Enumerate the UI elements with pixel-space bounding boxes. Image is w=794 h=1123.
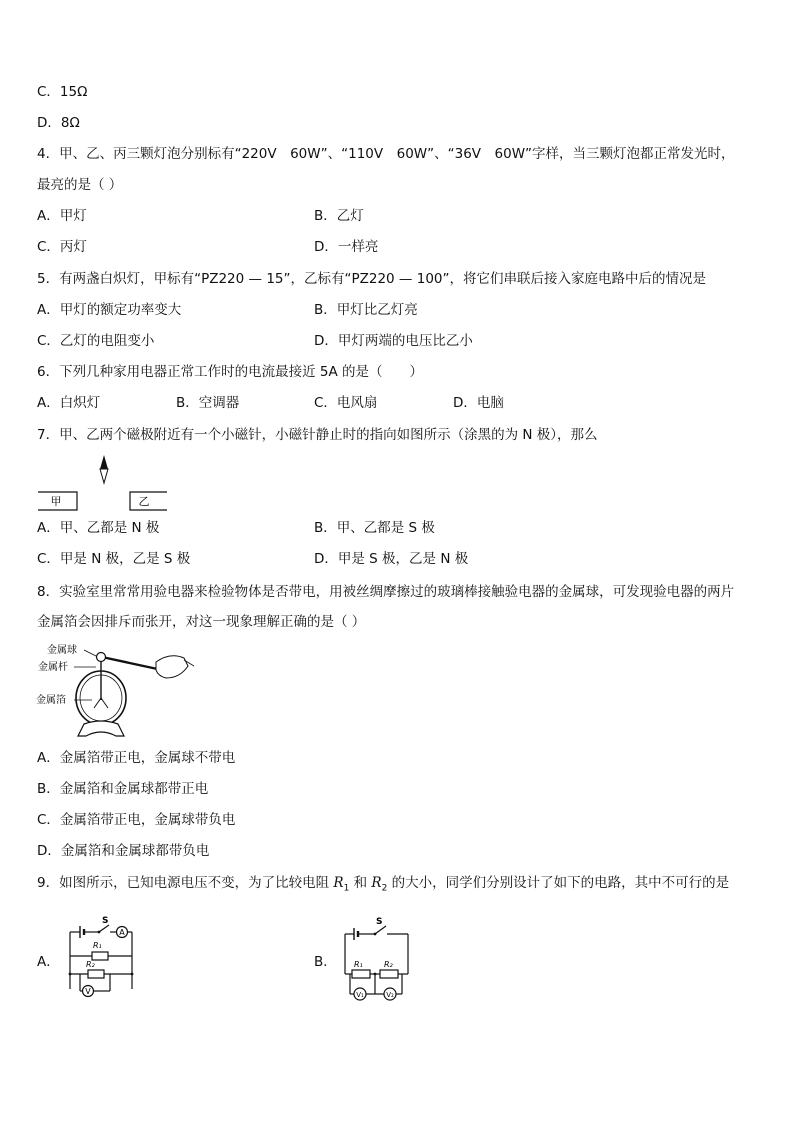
switch-label-b: S xyxy=(376,917,383,927)
label-metal-foil: 金属箔 xyxy=(36,695,66,706)
label-metal-rod: 金属杆 xyxy=(38,662,68,673)
q5-option-b: B．甲灯比乙灯亮 xyxy=(314,302,418,318)
q7-option-b: B．甲、乙都是 S 极 xyxy=(314,520,435,536)
q7-option-d: D．甲是 S 极，乙是 N 极 xyxy=(314,551,469,567)
q3-option-d: D．8Ω xyxy=(37,115,80,131)
svg-text:R₂: R₂ xyxy=(384,960,393,969)
q4-option-d: D．一样亮 xyxy=(314,239,379,255)
q5-option-a: A．甲灯的额定功率变大 xyxy=(37,302,182,318)
q9-r1: R xyxy=(333,875,344,891)
q9-stem xyxy=(37,874,729,898)
label-metal-ball: 金属球 xyxy=(47,645,77,656)
q4-stem-line2: 最亮的是（ ） xyxy=(37,177,123,193)
q8-option-b: B．金属箔和金属球都带正电 xyxy=(37,781,209,797)
q9-stem-prefix: 9．如图所示，已知电源电压不变，为了比较电阻 xyxy=(37,875,334,891)
q7-option-a: A．甲、乙都是 N 极 xyxy=(37,520,160,536)
svg-text:V₂: V₂ xyxy=(386,991,394,999)
q9-circuit-b xyxy=(340,914,420,1014)
q9-r2-sub: 2 xyxy=(381,883,388,894)
q8-option-a: A．金属箔带正电，金属球不带电 xyxy=(37,750,236,766)
q4-option-a: A．甲灯 xyxy=(37,208,87,224)
q5-option-d: D．甲灯两端的电压比乙小 xyxy=(314,333,473,349)
q5-stem: 5．有两盏白炽灯，甲标有“PZ220 — 15”，乙标有“PZ220 — 100”，将它们串联后接入家庭电路中后的情况是 xyxy=(37,271,706,287)
q4-option-c: C．丙灯 xyxy=(37,239,87,255)
q6-option-d: D．电脑 xyxy=(453,395,504,411)
q6-stem: 6．下列几种家用电器正常工作时的电流最接近 5A 的是（ ） xyxy=(37,364,423,380)
compass-needle-icon xyxy=(100,455,108,483)
q3-option-c: C．15Ω xyxy=(37,84,88,100)
resistor-r2-icon xyxy=(88,970,104,978)
q9-r1-sub: 1 xyxy=(343,883,350,894)
q8-option-d: D．金属箔和金属球都带负电 xyxy=(37,843,210,859)
svg-text:V₁: V₁ xyxy=(356,991,364,999)
resistor-r2-icon xyxy=(380,970,398,978)
svg-text:R₂: R₂ xyxy=(86,960,95,969)
resistor-r1-icon xyxy=(352,970,370,978)
q9-stem-suffix: 的大小，同学们分别设计了如下的电路，其中不可行的是 xyxy=(387,875,730,891)
switch-label: S xyxy=(102,916,109,926)
q8-stem-line2: 金属箔会因排斥而张开，对这一现象理解正确的是（ ） xyxy=(37,614,366,630)
q9-circuit-a xyxy=(62,914,142,1006)
q8-stem-line1: 8．实验室里常常用验电器来检验物体是否带电，用被丝绸摩擦过的玻璃棒接触验电器的金属球，可发现验电器的两片 xyxy=(37,584,735,600)
q9-r2: R xyxy=(371,875,382,891)
q7-option-c: C．甲是 N 极，乙是 S 极 xyxy=(37,551,191,567)
q5-option-c: C．乙灯的电阻变小 xyxy=(37,333,155,349)
magnet-label-jia: 甲 xyxy=(50,495,62,508)
svg-text:R₁: R₁ xyxy=(354,960,363,969)
q8-option-c: C．金属箔带正电，金属球带负电 xyxy=(37,812,236,828)
q7-magnet-figure xyxy=(36,455,176,515)
q6-option-a: A．白炽灯 xyxy=(37,395,101,411)
q6-option-b: B．空调器 xyxy=(176,395,240,411)
q6-option-c: C．电风扇 xyxy=(314,395,378,411)
q7-stem: 7．甲、乙两个磁极附近有一个小磁针，小磁针静止时的指向如图所示（涂黑的为 N 极），那么 xyxy=(37,427,598,443)
svg-text:A: A xyxy=(119,928,125,937)
q8-electroscope-figure xyxy=(34,640,194,740)
q9-option-a-label: A． xyxy=(37,954,60,970)
q9-option-b-label: B． xyxy=(314,954,337,970)
q4-option-b: B．乙灯 xyxy=(314,208,364,224)
q4-stem-line1: 4．甲、乙、丙三颗灯泡分别标有“220V 60W”、“110V 60W”、“36V 60W”字样，当三颗灯泡都正常发光时， xyxy=(37,146,735,162)
svg-text:V: V xyxy=(85,987,91,996)
q9-stem-mid: 和 xyxy=(349,875,372,891)
resistor-r1-icon xyxy=(92,952,108,960)
magnet-label-yi: 乙 xyxy=(138,495,150,508)
svg-text:R₁: R₁ xyxy=(93,941,102,950)
